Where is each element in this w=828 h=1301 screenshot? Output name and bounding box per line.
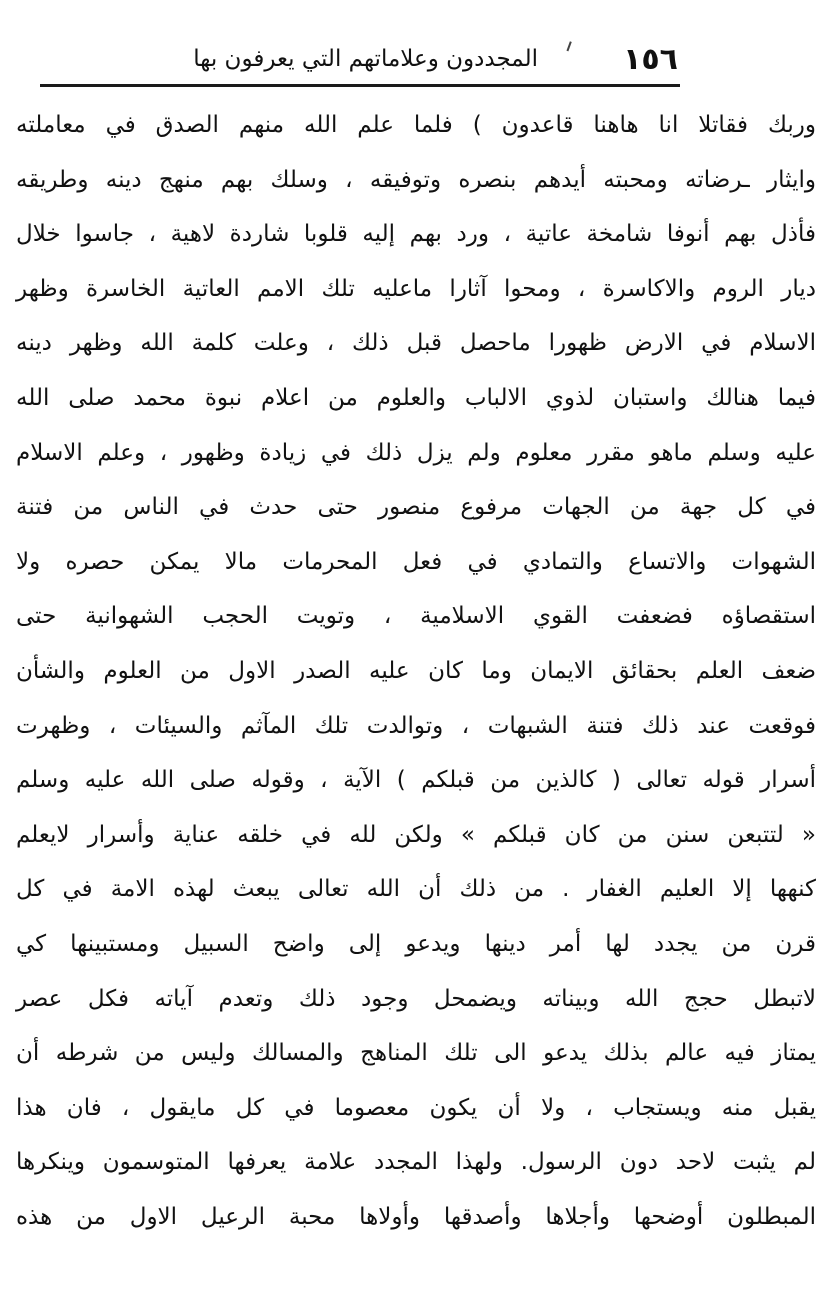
text-line: الاسلام في الارض ظهورا ماحصل قبل ذلك ، وعلت كلمة الله وظهر دينه: [16, 330, 816, 357]
header-rule: [40, 84, 680, 87]
text-line: فيما هنالك واستبان لذوي الالباب والعلوم من اعلام نبوة محمد صلى الله: [16, 384, 816, 411]
text-line: وايثار ـرضاته ومحبته أيدهم بنصره وتوفيقه ، وسلك بهم منهج دينه وطريقه: [16, 166, 816, 193]
text-line: لم يثبت لاحد دون الرسول. ولهذا المجدد علامة يعرفها المتوسمون وينكرها: [16, 1149, 816, 1176]
text-line: ضعف العلم بحقائق الايمان وما كان عليه الصدر الاول من العلوم والشأن: [16, 657, 816, 684]
text-line: وربك فقاتلا انا هاهنا قاعدون ) فلما علم الله منهم الصدق في معاملته: [16, 112, 816, 138]
text-line: الشهوات والاتساع والتمادي في فعل المحرمات مالا يمكن حصره ولا: [16, 548, 816, 575]
text-line: عليه وسلم ماهو مقرر معلوم ولم يزل ذلك في زيادة وظهور ، وعلم الاسلام: [16, 439, 816, 466]
page-number: ١٥٦: [623, 42, 678, 77]
text-line: فأذل بهم أنوفا شامخة عاتية ، ورد بهم إليه قلوبا شاردة لاهية ، جاسوا خلال: [16, 221, 816, 248]
text-line: لاتبطل حجج الله وبيناته ويضمحل وجود ذلك وتعدم آياته فكل عصر: [16, 985, 816, 1012]
header-tick-mark: [566, 41, 575, 52]
text-line: يقبل منه ويستجاب ، ولا أن يكون معصوما في كل مايقول ، فان هذا: [16, 1094, 816, 1121]
text-line: قرن من يجدد لها أمر دينها ويدعو إلى واضح السبيل ومستبينها كي: [16, 930, 816, 957]
text-line: فوقعت عند ذلك فتنة الشبهات ، وتوالدت تلك المآثم والسيئات ، وظهرت: [16, 712, 816, 739]
text-line: استقصاؤه فضعفت القوي الاسلامية ، وتويت الحجب الشهوانية حتى: [16, 603, 816, 630]
text-line: يمتاز فيه عالم بذلك يدعو الى تلك المناهج والمسالك وليس من شرطه أن: [16, 1040, 816, 1067]
text-line: « لتتبعن سنن من كان قبلكم » ولكن لله في خلقه عناية وأسرار لايعلم: [16, 821, 816, 848]
page-header: [48, 36, 678, 82]
text-line: المبطلون أوضحها وأجلاها وأصدقها وأولاها محبة الرعيل الاول من هذه: [16, 1203, 816, 1230]
text-line: كنهها إلا العليم الغفار . من ذلك أن الله تعالى يبعث لهذه الامة في كل: [16, 876, 816, 903]
running-title: المجددون وعلاماتهم التي يعرفون بها: [193, 46, 538, 72]
body-text: [10, 98, 822, 1244]
text-line: أسرار قوله تعالى ( كالذين من قبلكم ) الآية ، وقوله صلى الله عليه وسلم: [16, 767, 816, 794]
text-line: في كل جهة من الجهات مرفوع منصور حتى حدث في الناس من فتنة: [16, 494, 816, 521]
text-line: ديار الروم والاكاسرة ، ومحوا آثارا ماعليه تلك الامم العاتية الخاسرة وظهر: [16, 275, 816, 302]
